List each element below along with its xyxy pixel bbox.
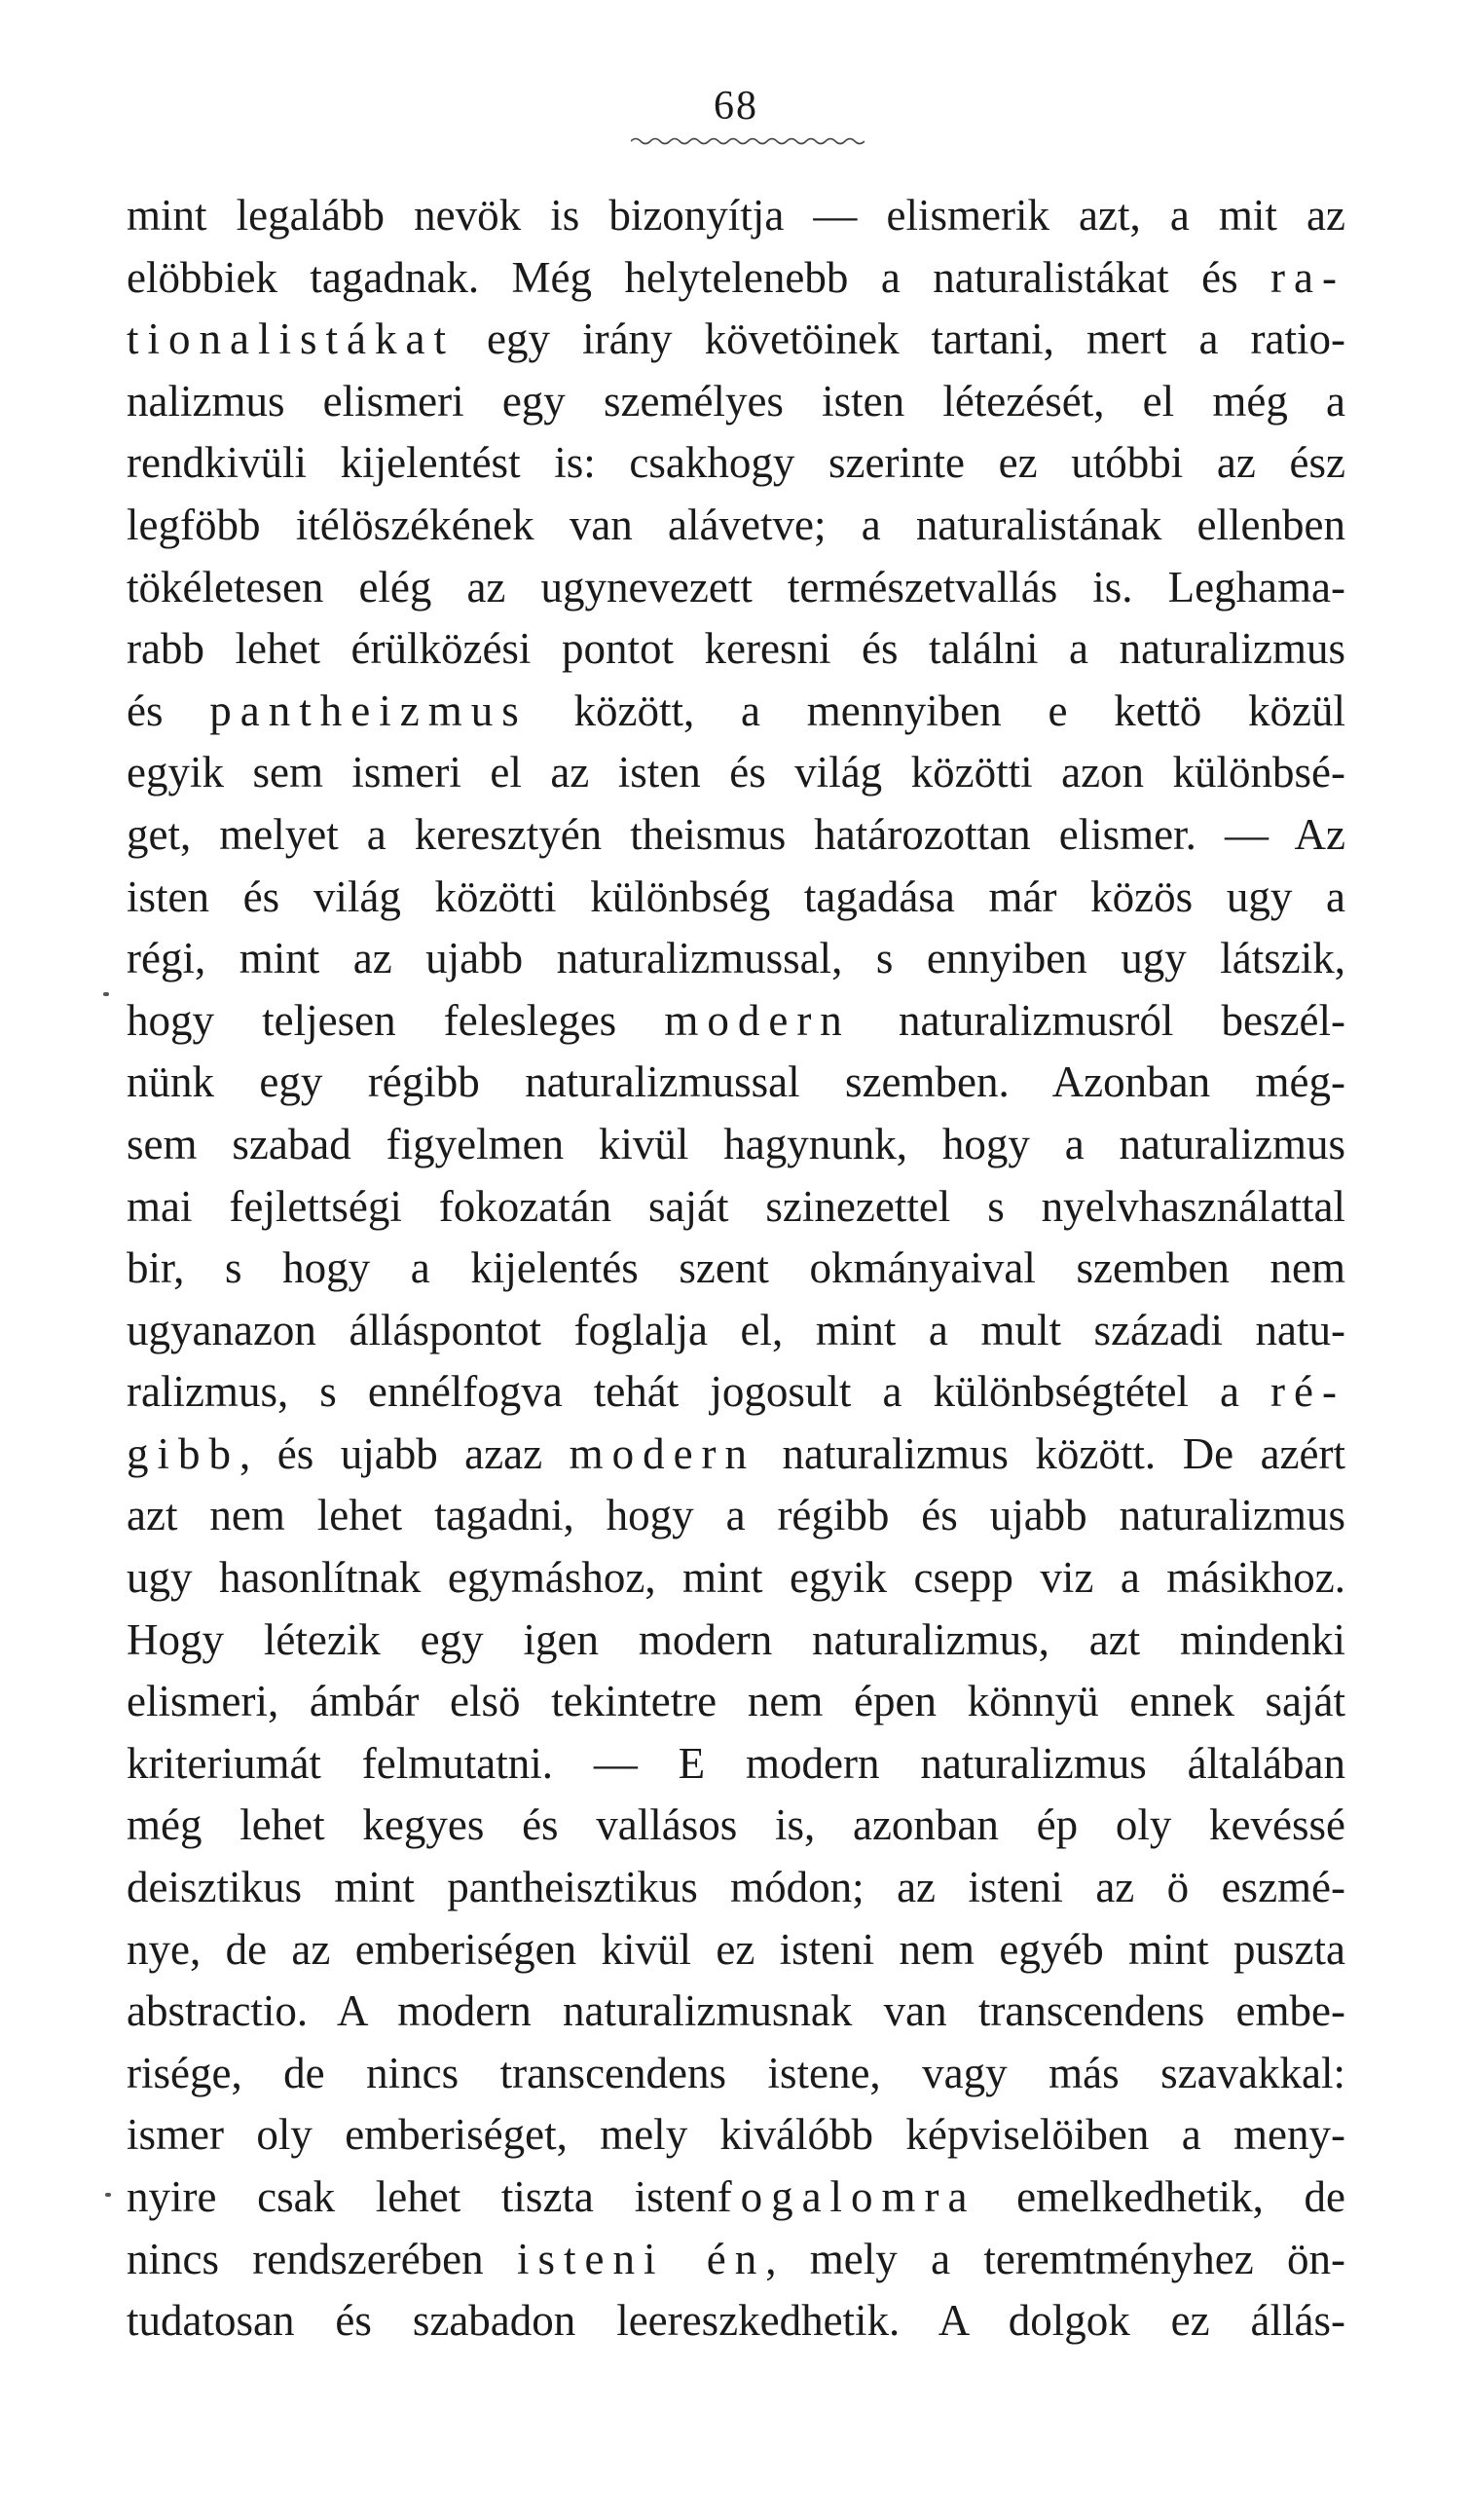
text-segment: tökéletesen elég az ugynevezett természetvallás is. Leghama- [127, 562, 1345, 611]
text-segment: mint legalább nevök is bizonyítja — elismerik azt, a mit az [127, 191, 1345, 240]
text-line [127, 1671, 1345, 1733]
text-segment: , és ujabb azaz [239, 1428, 570, 1478]
text-segment: egyik sem ismeri el az isten és világ közötti azon különbsé- [127, 748, 1345, 797]
text-segment: ugy hasonlítnak egymáshoz, mint egyik csepp viz a másikhoz. [127, 1553, 1345, 1603]
text-segment: kriteriumát felmutatni. — E modern naturalizmus általában [127, 1738, 1345, 1788]
text-line [127, 804, 1345, 867]
text-segment: sem szabad figyelmen kivül hagynunk, hogy a naturalizmus [127, 1119, 1345, 1168]
text-line [127, 2290, 1345, 2353]
text-line [127, 1300, 1345, 1362]
spaced-emphasis-text: ré- [1270, 1367, 1345, 1417]
text-segment: risége, de nincs transcendens istene, vagy más szavakkal: [127, 2048, 1345, 2097]
text-segment: emelkedhetik, de [975, 2172, 1345, 2221]
text-segment: get, melyet a keresztyén theismus határozottan elismer. — Az [127, 809, 1345, 859]
text-segment: legföbb itélöszékének van alávetve; a naturalistának ellenben [127, 500, 1345, 549]
text-line [127, 1238, 1345, 1300]
text-segment: ugyanazon álláspontot foglalja el, mint a mult századi natu- [127, 1305, 1345, 1354]
text-segment: elismeri, ámbár elsö tekintetre nem épen könnyü ennek saját [127, 1677, 1345, 1726]
spaced-emphasis-text: pantheizmus [209, 686, 528, 735]
text-segment: nyire csak lehet tiszta isten [127, 2172, 718, 2221]
text-line [127, 1424, 1345, 1486]
spaced-emphasis-text: gibb [127, 1428, 240, 1478]
text-segment: , mely a teremtményhez ön- [765, 2234, 1345, 2283]
text-line [127, 2229, 1345, 2291]
text-segment: nalizmus elismeri egy személyes isten létezését, el még a [127, 376, 1345, 426]
spaced-emphasis-text: modern [569, 1428, 756, 1478]
text-line [127, 557, 1345, 619]
text-segment: régi, mint az ujabb naturalizmussal, s ennyiben ugy látszik, [127, 934, 1345, 983]
text-line [127, 1795, 1345, 1857]
text-segment: nünk egy régibb naturalizmussal szemben. Azonban még- [127, 1057, 1345, 1107]
text-line [127, 618, 1345, 681]
text-segment: naturalizmus között. De azért [755, 1428, 1345, 1478]
text-segment: között, a mennyiben e kettö közül [527, 686, 1345, 735]
text-line [127, 2104, 1345, 2167]
text-line [127, 309, 1345, 371]
spaced-emphasis-text: ra- [1270, 252, 1345, 302]
text-segment: még lehet kegyes és vallásos is, azonban ép oly kevéssé [127, 1800, 1345, 1850]
text-segment: elöbbiek tagadnak. Még helytelenebb a naturalistákat és [127, 252, 1271, 302]
wavy-rule-icon [631, 136, 865, 146]
text-line [127, 1610, 1345, 1672]
text-segment: azt nem lehet tagadni, hogy a régibb és ujabb naturalizmus [127, 1491, 1345, 1540]
text-line [127, 185, 1345, 247]
text-line [127, 1176, 1345, 1239]
text-line [127, 495, 1345, 557]
text-line [127, 1857, 1345, 1919]
text-line [127, 371, 1345, 433]
spaced-emphasis-text: fogalomra [717, 2172, 976, 2221]
text-line [127, 990, 1345, 1053]
spaced-emphasis-text: tionalistákat [127, 315, 455, 364]
text-segment: nye, de az emberiségen kivül ez isteni nem egyéb mint puszta [127, 1924, 1345, 1974]
text-segment: ismer oly emberiséget, mely kiválóbb képviselöiben a meny- [127, 2110, 1345, 2160]
text-line [127, 742, 1345, 804]
text-segment: bir, s hogy a kijelentés szent okmányaival szemben nem [127, 1243, 1345, 1293]
text-line [127, 1114, 1345, 1176]
text-line [127, 867, 1345, 929]
text-segment: mai fejlettségi fokozatán saját szinezettel s nyelvhasználattal [127, 1181, 1345, 1231]
text-line [127, 247, 1345, 310]
text-segment: rabb lehet érülközési pontot keresni és találni a naturalizmus [127, 624, 1345, 674]
text-segment: egy irány követöinek tartani, mert a ratio- [454, 315, 1345, 364]
stray-mark [103, 992, 109, 996]
text-line [127, 2167, 1345, 2229]
text-segment: hogy teljesen felesleges [127, 995, 665, 1045]
body-text [127, 185, 1345, 2353]
text-line [127, 2043, 1345, 2105]
text-segment: deisztikus mint pantheisztikus módon; az isteni az ö eszmé- [127, 1863, 1345, 1912]
text-line [127, 1733, 1345, 1796]
text-segment: isten és világ közötti különbség tagadása már közös ugy a [127, 871, 1345, 921]
text-segment: tudatosan és szabadon leereszkedhetik. A dolgok ez állás- [127, 2296, 1345, 2346]
text-line [127, 1981, 1345, 2043]
stray-mark [105, 2193, 111, 2197]
text-line [127, 1547, 1345, 1610]
spaced-emphasis-text: isteni én [516, 2234, 766, 2283]
text-segment: nincs rendszerében [127, 2234, 517, 2283]
text-segment: ralizmus, s ennélfogva tehát jogosult a különbségtétel a [127, 1367, 1271, 1417]
text-line [127, 1485, 1345, 1547]
text-segment: Hogy létezik egy igen modern naturalizmus, azt mindenki [127, 1614, 1345, 1664]
text-line [127, 1361, 1345, 1424]
text-line [127, 432, 1345, 495]
text-segment: rendkivüli kijelentést is: csakhogy szerinte ez utóbbi az ész [127, 438, 1345, 488]
text-segment: abstractio. A modern naturalizmusnak van transcendens embe- [127, 1986, 1345, 2036]
text-line [127, 681, 1345, 743]
spaced-emphasis-text: modern [664, 995, 851, 1045]
text-segment: és [127, 686, 210, 735]
text-segment: naturalizmusról beszél- [850, 995, 1345, 1045]
text-line [127, 1919, 1345, 1982]
text-line [127, 928, 1345, 990]
page-number: 68 [714, 84, 758, 129]
text-line [127, 1052, 1345, 1114]
